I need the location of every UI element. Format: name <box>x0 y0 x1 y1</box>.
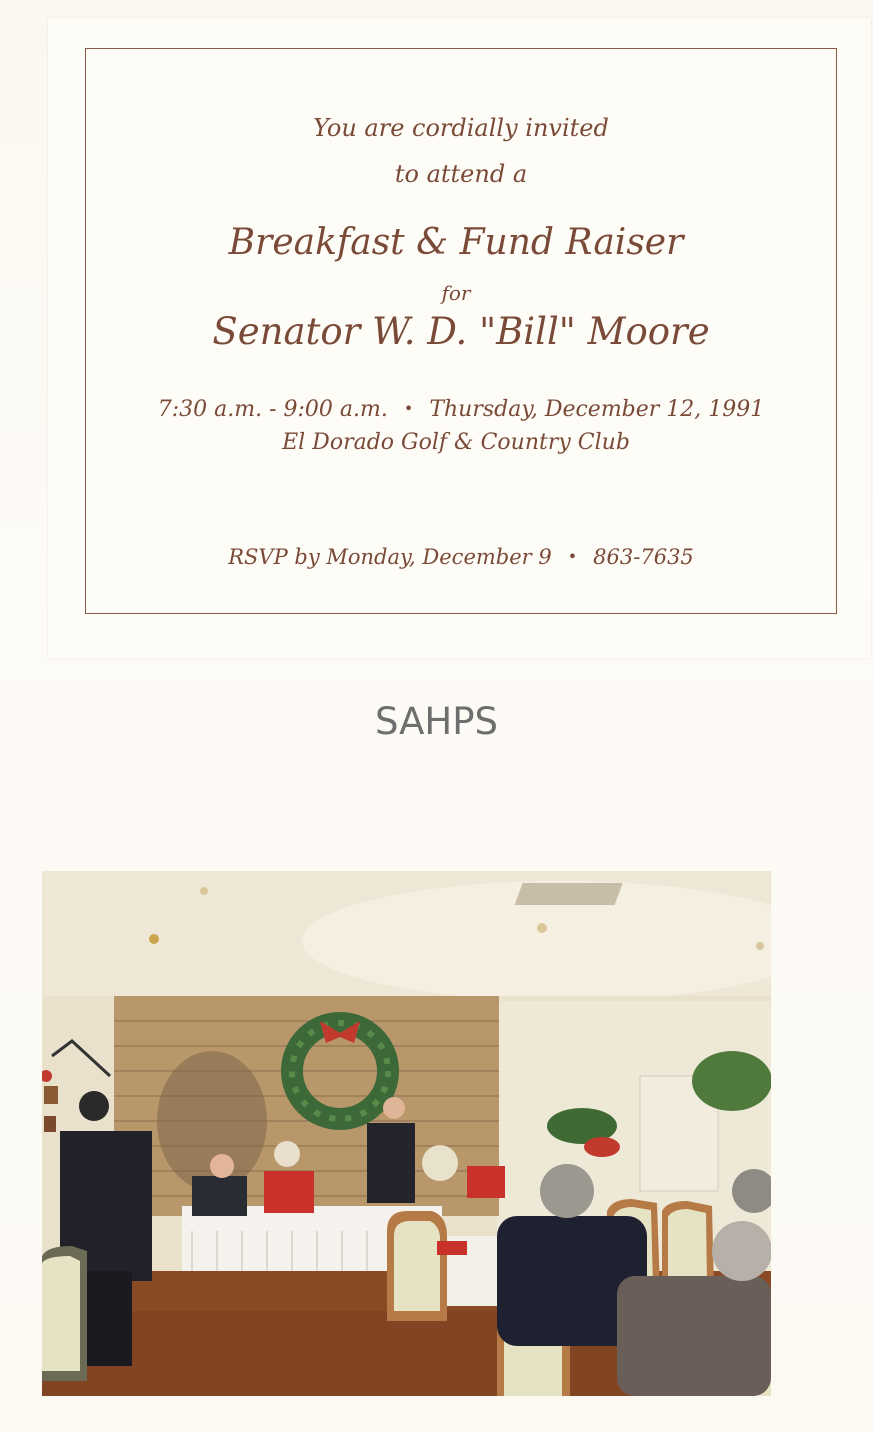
poinsettia <box>584 1137 620 1157</box>
rsvp-line <box>85 545 837 569</box>
seated-man <box>192 1176 247 1216</box>
seated-guest-right-head <box>712 1221 771 1281</box>
seated-woman-right <box>467 1166 505 1198</box>
ceiling-light <box>756 942 764 950</box>
napkin <box>437 1241 467 1255</box>
event-time: 7:30 a.m. - 9:00 a.m. <box>157 397 388 422</box>
invitation-line1: You are cordially invited <box>313 114 609 142</box>
rsvp-text: RSVP by Monday, December 9 <box>228 545 552 569</box>
ceiling-vent <box>515 883 623 905</box>
standing-man-head <box>79 1091 109 1121</box>
honoree-name: Senator W. D. "Bill" Moore <box>212 310 710 353</box>
wall-plaque <box>44 1116 56 1132</box>
chair-pad <box>42 1256 80 1371</box>
seated-guest-right <box>617 1276 771 1396</box>
seated-guest-head <box>540 1164 594 1218</box>
photo-illustration <box>42 871 771 1396</box>
banquet-room-photo <box>42 871 771 1396</box>
separator-dot: • <box>567 547 578 566</box>
plant <box>692 1051 771 1111</box>
chair-pad <box>394 1221 440 1311</box>
invitation-line2: to attend a <box>394 160 528 188</box>
ceiling-light <box>149 934 159 944</box>
seated-woman <box>264 1171 314 1213</box>
seated-woman-head <box>274 1141 300 1167</box>
chair-pad <box>668 1209 707 1285</box>
time-date-line <box>85 397 837 422</box>
wall-plaque <box>44 1086 58 1104</box>
event-title: Breakfast & Fund Raiser <box>228 222 684 263</box>
standing-man-legs <box>84 1271 132 1366</box>
separator-dot: • <box>403 399 414 418</box>
flowers <box>422 1145 458 1181</box>
speaker <box>367 1123 415 1203</box>
event-date: Thursday, December 12, 1991 <box>429 397 765 422</box>
ceiling-light <box>200 887 208 895</box>
for-text: for <box>441 281 471 305</box>
speaker-head <box>383 1097 405 1119</box>
seated-man-head <box>210 1154 234 1178</box>
rsvp-phone: 863-7635 <box>593 545 694 569</box>
watermark: SAHPS <box>374 700 499 743</box>
event-venue: El Dorado Golf & Country Club <box>282 430 630 455</box>
ceiling-light <box>537 923 547 933</box>
